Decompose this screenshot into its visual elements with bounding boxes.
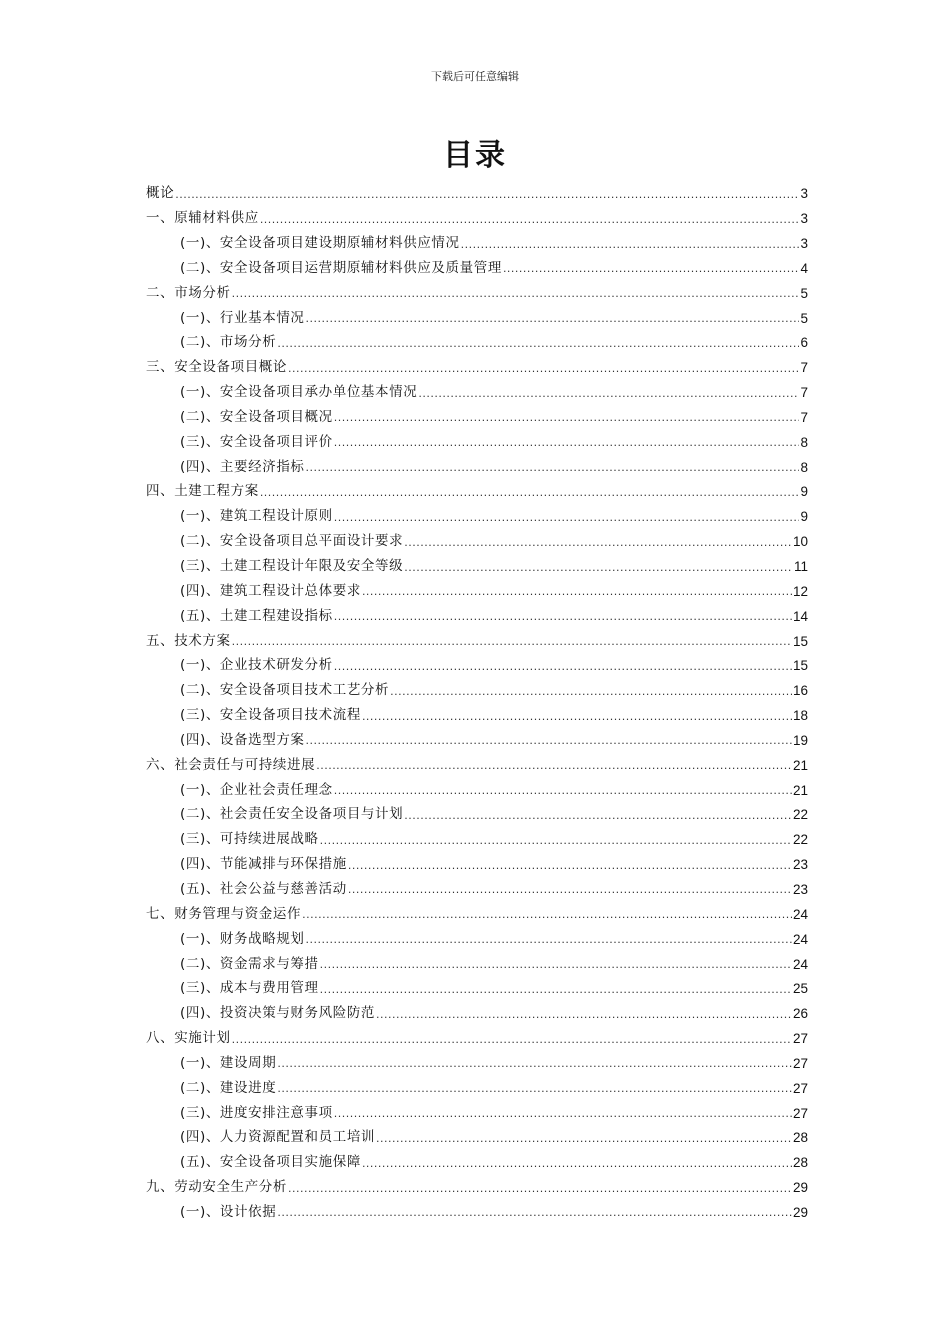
toc-leader-dots [320,835,792,846]
toc-entry[interactable] [146,1145,808,1170]
toc-entry[interactable] [146,350,808,375]
toc-entry-label: (二)、资金需求与筹措 [180,955,319,972]
toc-entry-page: 9 [800,509,808,525]
toc-entry-page: 24 [792,906,808,922]
toc-entry[interactable] [146,226,808,251]
toc-leader-dots [288,363,799,374]
toc-entry[interactable] [146,251,808,276]
toc-leader-dots [503,263,800,274]
toc-entry-page: 28 [792,1130,808,1146]
toc-entry-page: 28 [792,1155,808,1171]
toc-entry-page: 8 [800,434,808,450]
toc-entry[interactable] [146,1195,808,1220]
toc-entry-page: 22 [792,832,808,848]
toc-entry[interactable] [146,723,808,748]
toc-entry[interactable] [146,946,808,971]
toc-entry-label: (四)、设备选型方案 [180,731,305,748]
toc-entry[interactable] [146,971,808,996]
table-of-contents [146,176,808,1219]
toc-entry-page: 12 [792,583,808,599]
toc-entry[interactable] [146,797,808,822]
toc-entry-label: (二)、社会责任安全设备项目与计划 [180,806,404,823]
toc-leader-dots [348,860,792,871]
toc-entry[interactable] [146,1170,808,1195]
toc-entry-page: 27 [792,1055,808,1071]
toc-leader-dots [277,1083,792,1094]
toc-leader-dots [320,959,792,970]
toc-entry-page: 7 [800,360,808,376]
toc-entry[interactable] [146,747,808,772]
toc-entry-label: 三、安全设备项目概论 [146,359,287,376]
toc-entry-label: (四)、节能减排与环保措施 [180,856,347,873]
toc-entry-page: 5 [800,310,808,326]
toc-entry-page: 18 [792,708,808,724]
toc-entry-label: 六、社会责任与可持续进展 [146,756,316,773]
toc-entry[interactable] [146,325,808,350]
toc-leader-dots [277,338,799,349]
toc-entry-page: 9 [800,484,808,500]
toc-entry-label: (一)、建设周期 [180,1054,277,1071]
toc-entry-page: 7 [800,385,808,401]
toc-entry-page: 5 [800,285,808,301]
toc-entry-page: 27 [792,1031,808,1047]
toc-entry-page: 21 [792,782,808,798]
toc-entry-label: (一)、行业基本情况 [180,309,305,326]
toc-entry[interactable] [146,822,808,847]
toc-entry[interactable] [146,1120,808,1145]
header-note: 下载后可任意编辑 [431,70,519,83]
toc-entry[interactable] [146,375,808,400]
toc-entry-label: (二)、安全设备项目技术工艺分析 [180,682,390,699]
toc-leader-dots [306,735,792,746]
toc-entry-label: (三)、安全设备项目技术流程 [180,707,361,724]
toc-entry-label: (四)、人力资源配置和员工培训 [180,1129,376,1146]
toc-leader-dots [175,189,799,200]
toc-entry[interactable] [146,872,808,897]
toc-entry[interactable] [146,524,808,549]
toc-entry-page: 21 [792,757,808,773]
toc-entry-label: (三)、土建工程设计年限及安全等级 [180,558,404,574]
toc-entry[interactable] [146,1046,808,1071]
toc-entry-label: (五)、安全设备项目实施保障 [180,1154,361,1171]
toc-leader-dots [316,760,792,771]
toc-entry[interactable] [146,896,808,921]
toc-leader-dots [232,1034,792,1045]
toc-entry-page: 3 [800,186,808,202]
toc-entry-label: (四)、建筑工程设计总体要求 [180,582,361,599]
toc-entry[interactable] [146,400,808,425]
toc-entry[interactable] [146,673,808,698]
toc-entry-label: (二)、市场分析 [180,334,277,351]
toc-entry-label: (五)、土建工程建设指标 [180,607,333,624]
toc-leader-dots [306,313,800,324]
toc-entry-page: 26 [792,1006,808,1022]
toc-leader-dots [404,810,792,821]
toc-entry-page: 24 [792,956,808,972]
toc-entry-label: (二)、安全设备项目概况 [180,408,333,425]
toc-leader-dots [232,288,800,299]
toc-leader-dots [260,487,800,498]
toc-leader-dots [362,586,792,597]
toc-entry-label: (一)、企业技术研发分析 [180,657,333,674]
toc-leader-dots [320,984,792,995]
toc-entry-label: (一)、设计依据 [180,1203,277,1220]
toc-leader-dots [334,611,792,622]
toc-entry-page: 29 [792,1204,808,1220]
toc-entry[interactable] [146,698,808,723]
toc-leader-dots [306,462,800,473]
toc-entry-page: 16 [792,683,808,699]
toc-entry-label: (一)、建筑工程设计原则 [180,508,333,525]
toc-leader-dots [376,1133,792,1144]
toc-leader-dots [334,437,800,448]
toc-entry-label: (一)、安全设备项目承办单位基本情况 [180,384,418,401]
toc-title: 目录 [443,138,507,173]
toc-leader-dots [376,1009,792,1020]
toc-entry-label: 概论 [146,185,175,202]
toc-entry[interactable] [146,1095,808,1120]
toc-entry-label: 九、劳动安全生产分析 [146,1179,287,1196]
toc-leader-dots [260,214,800,225]
toc-leader-dots [302,909,792,920]
toc-entry-page: 24 [792,931,808,947]
toc-entry[interactable] [146,499,808,524]
toc-entry-label: 八、实施计划 [146,1030,231,1047]
toc-entry[interactable] [146,598,808,623]
toc-entry-page: 23 [792,881,808,897]
toc-entry[interactable] [146,424,808,449]
toc-leader-dots [334,412,800,423]
toc-entry-label: 四、土建工程方案 [146,483,259,500]
toc-leader-dots [334,512,800,523]
toc-entry-label: (三)、进度安排注意事项 [180,1104,333,1121]
toc-entry[interactable] [146,176,808,201]
toc-entry[interactable] [146,648,808,673]
toc-leader-dots [362,1158,792,1169]
toc-entry-label: 七、财务管理与资金运作 [146,905,302,922]
toc-entry[interactable] [146,1021,808,1046]
toc-entry[interactable] [146,996,808,1021]
toc-entry-label: (五)、社会公益与慈善活动 [180,880,347,897]
toc-entry[interactable] [146,1070,808,1095]
toc-entry-label: (二)、建设进度 [180,1079,277,1096]
toc-entry-label: (三)、可持续进展战略 [180,831,319,848]
toc-entry[interactable] [146,921,808,946]
toc-entry-label: (二)、安全设备项目运营期原辅材料供应及质量管理 [180,259,502,276]
toc-entry-label: 二、市场分析 [146,284,231,301]
toc-entry-page: 27 [792,1105,808,1121]
toc-entry-page: 15 [792,658,808,674]
toc-leader-dots [461,239,800,250]
toc-entry[interactable] [146,574,808,599]
toc-entry[interactable] [146,449,808,474]
toc-entry-label: (四)、投资决策与财务风险防范 [180,1005,376,1022]
toc-entry-label: (一)、企业社会责任理念 [180,781,333,798]
toc-leader-dots [288,1183,792,1194]
toc-entry-label: (三)、安全设备项目评价 [180,433,333,450]
toc-entry-page: 22 [792,807,808,823]
toc-entry-page: 23 [792,857,808,873]
toc-entry-page: 14 [792,608,808,624]
toc-leader-dots [277,1058,792,1069]
toc-entry-page: 29 [792,1180,808,1196]
toc-leader-dots [404,537,792,548]
toc-entry-page: 10 [792,534,808,550]
toc-entry-page: 15 [792,633,808,649]
toc-leader-dots [334,1108,792,1119]
toc-leader-dots [404,562,793,573]
toc-leader-dots [348,884,792,895]
toc-entry-page: 3 [800,211,808,227]
toc-entry-page: 11 [793,559,808,574]
toc-entry-page: 27 [792,1080,808,1096]
toc-leader-dots [390,686,792,697]
toc-leader-dots [334,661,792,672]
toc-leader-dots [306,934,792,945]
toc-entry-label: (一)、财务战略规划 [180,930,305,947]
toc-entry[interactable] [146,474,808,499]
toc-entry-page: 19 [792,732,808,748]
toc-entry[interactable] [146,275,808,300]
toc-entry-label: (四)、主要经济指标 [180,458,305,475]
toc-entry-page: 3 [800,236,808,252]
toc-entry[interactable] [146,847,808,872]
toc-entry-page: 25 [792,981,808,997]
toc-leader-dots [418,388,799,399]
toc-leader-dots [362,711,792,722]
toc-entry[interactable] [146,201,808,226]
toc-entry[interactable] [146,623,808,648]
toc-entry-label: (三)、成本与费用管理 [180,980,319,997]
toc-leader-dots [232,636,792,647]
toc-leader-dots [277,1207,792,1218]
toc-entry[interactable] [146,300,808,325]
toc-entry-label: 一、原辅材料供应 [146,210,259,227]
toc-entry-label: (二)、安全设备项目总平面设计要求 [180,533,404,550]
toc-entry-page: 6 [800,335,808,351]
toc-entry-label: 五、技术方案 [146,632,231,649]
toc-leader-dots [334,785,792,796]
toc-entry[interactable] [146,549,808,574]
toc-entry[interactable] [146,772,808,797]
toc-entry-label: (一)、安全设备项目建设期原辅材料供应情况 [180,235,460,252]
toc-entry-page: 4 [800,260,808,276]
toc-entry-page: 8 [800,459,808,475]
toc-entry-page: 7 [800,409,808,425]
